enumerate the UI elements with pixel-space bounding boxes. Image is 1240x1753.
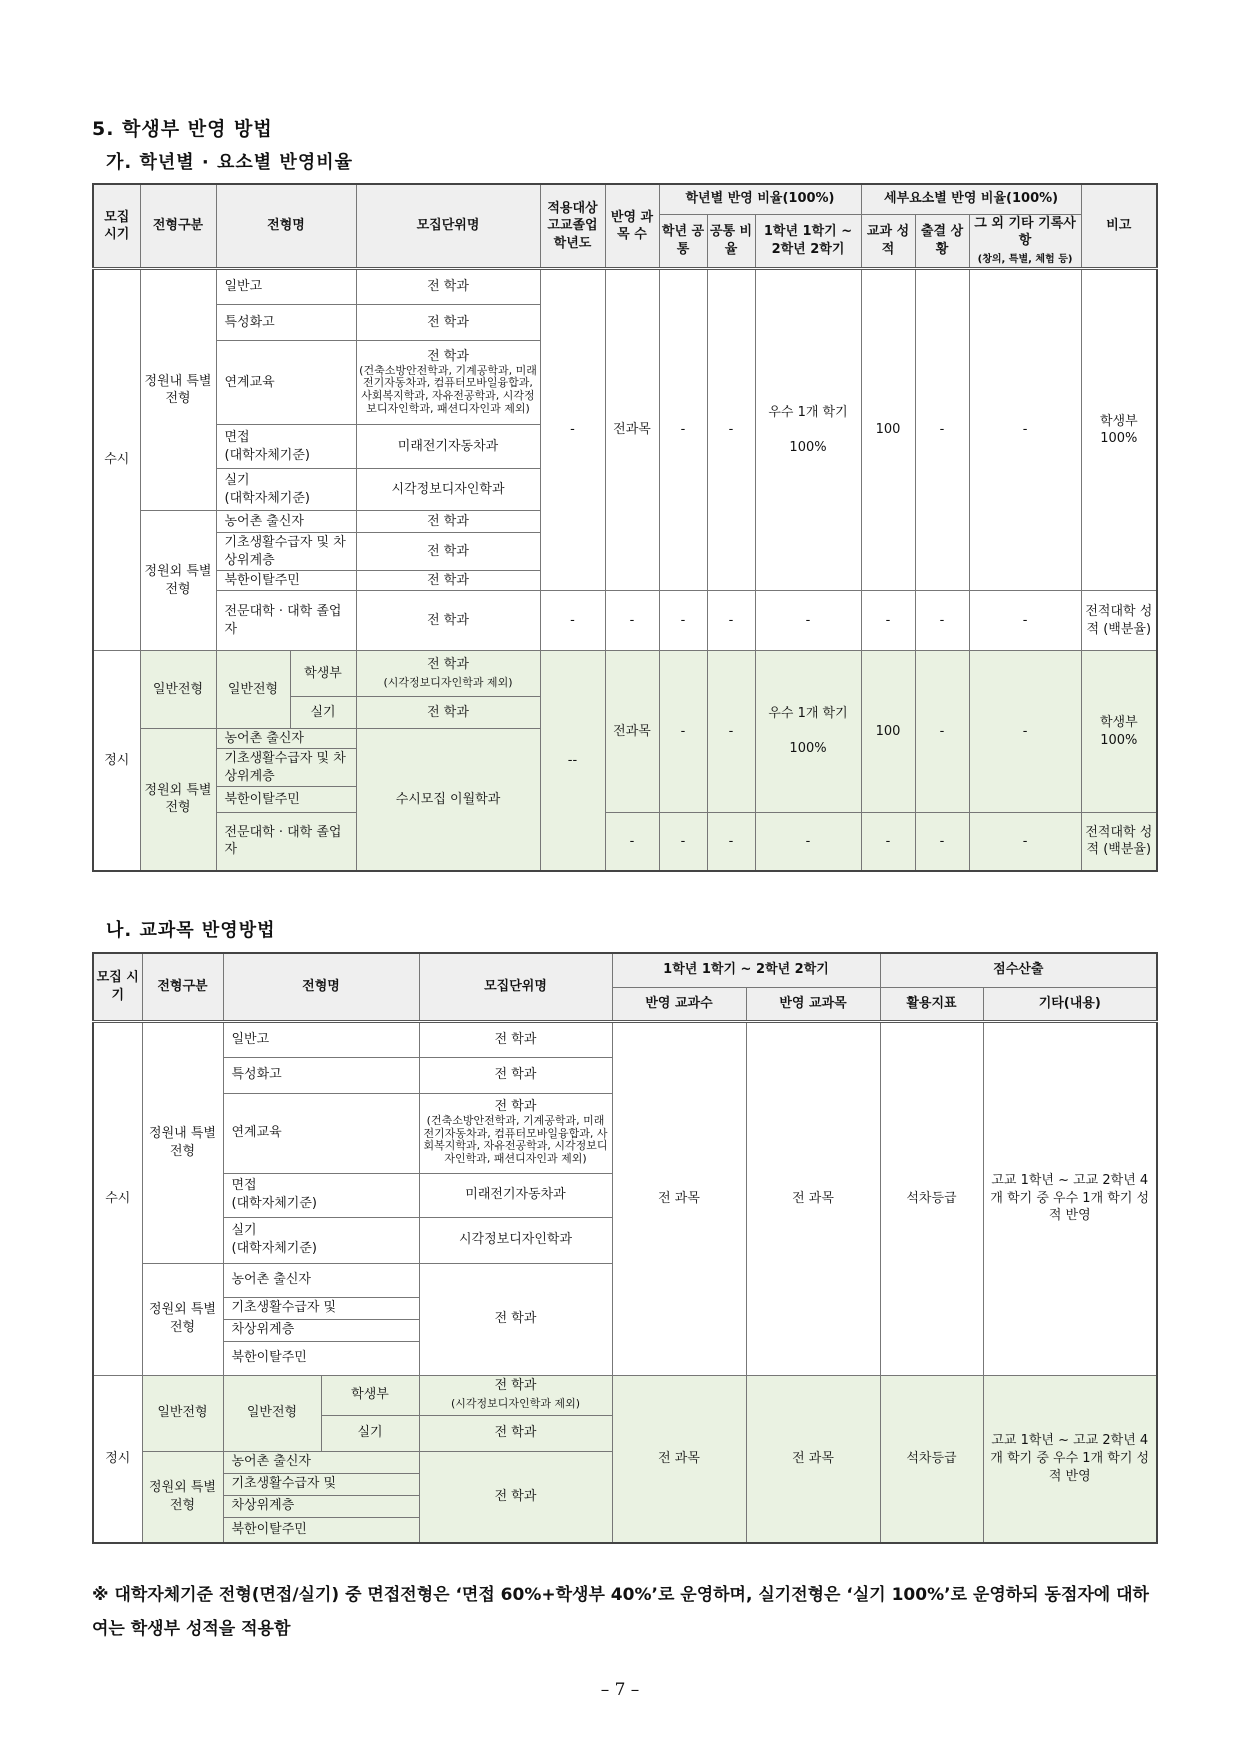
note-value: 학생부 100%	[1081, 651, 1157, 813]
unit-record	[356, 651, 540, 697]
type-out-quota: 정원외 특별전형	[142, 1451, 223, 1543]
row-basic: 기초생활수급자 및 차상위계층	[216, 749, 356, 787]
row-practical: 실기	[321, 1415, 419, 1451]
row-interview-sub: (대학자체기준)	[224, 447, 310, 463]
row-practical-label: 실기	[231, 1223, 257, 1239]
row-rural: 농어촌 출신자	[223, 1451, 419, 1473]
dash-cell: -	[707, 813, 755, 871]
type-out-quota: 정원외 특별전형	[140, 729, 216, 871]
row-interview-sub: (대학자체기준)	[231, 1196, 317, 1211]
row-nk: 북한이탈주민	[223, 1517, 419, 1543]
row-special: 특성화고	[216, 305, 356, 341]
unit-cell: 전 학과	[419, 1415, 612, 1451]
unit-cell: 전 학과	[356, 269, 540, 305]
dash-cell: -	[605, 591, 659, 651]
period-susi: 수시	[93, 1021, 142, 1375]
row-record: 학생부	[321, 1375, 419, 1415]
header-other-label: 그 외 기타 기록사항	[974, 215, 1076, 249]
row-record: 학생부	[290, 651, 356, 697]
header-grade-common: 학년 공통	[659, 214, 707, 269]
subject-score-value: 100	[861, 269, 915, 591]
unit-record	[419, 1375, 612, 1415]
term-value	[755, 269, 861, 591]
grade-common-value: -	[659, 651, 707, 813]
header-etc: 기타(내용)	[983, 987, 1157, 1021]
term-percent: 100%	[789, 741, 827, 757]
type-out-quota: 정원외 특별전형	[142, 1263, 223, 1375]
common-ratio-value: -	[707, 269, 755, 591]
other-value: -	[969, 651, 1081, 813]
header-other-sub: (창의, 특별, 체험 등)	[977, 253, 1073, 265]
unit-cell: 전 학과	[356, 533, 540, 571]
term-percent: 100%	[789, 439, 827, 455]
subject-score-value: 100	[861, 651, 915, 813]
type-out-quota: 정원외 특별전형	[140, 511, 216, 651]
row-practical-sub: (대학자체기준)	[224, 490, 310, 506]
row-interview-label: 면접	[224, 430, 250, 446]
row-rural: 농어촌 출신자	[223, 1263, 419, 1297]
row-special: 특성화고	[223, 1057, 419, 1093]
unit-linked	[356, 341, 540, 425]
header-score: 점수산출	[880, 953, 1157, 987]
dash-cell: -	[755, 591, 861, 651]
term-value	[755, 651, 861, 813]
unit-vd: 시각정보디자인학과	[356, 469, 540, 511]
header-common-ratio: 공통 비율	[707, 214, 755, 269]
subject-count-value: 전과목	[605, 651, 659, 813]
row-college: 전문대학 · 대학 졸업자	[216, 813, 356, 871]
header-count: 반영 교과수	[612, 987, 746, 1021]
dash-cell: -	[659, 813, 707, 871]
term-best: 우수 1개 학기	[768, 404, 848, 420]
period-jeongsi: 정시	[93, 1375, 142, 1543]
target-year-value: --	[540, 651, 605, 871]
row-interview	[223, 1173, 419, 1217]
unit-cell: 전 학과	[419, 1263, 612, 1375]
row-linked: 연계교육	[223, 1093, 419, 1173]
unit-cell: 전 학과	[419, 1021, 612, 1057]
row-basic-1: 기초생활수급자 및	[223, 1473, 419, 1495]
attendance-value: -	[915, 269, 969, 591]
subject-count-value: 전과목	[605, 269, 659, 591]
unit-ev: 미래전기자동차과	[356, 425, 540, 469]
header-index: 활용지표	[880, 987, 983, 1021]
type-general: 일반전형	[140, 651, 216, 729]
subject-table	[92, 952, 1158, 1544]
period-susi: 수시	[93, 269, 140, 651]
unit-linked	[419, 1093, 612, 1173]
etc-value: 고교 1학년 ~ 고교 2학년 4개 학기 중 우수 1개 학기 성적 반영	[983, 1021, 1157, 1375]
subjects-value: 전 과목	[746, 1021, 880, 1375]
row-rural: 농어촌 출신자	[216, 511, 356, 533]
unit-linked-main: 전 학과	[494, 1099, 537, 1115]
header-subjects: 반영 교과목	[746, 987, 880, 1021]
unit-cell: 전 학과	[356, 591, 540, 651]
unit-record-main: 전 학과	[427, 657, 469, 673]
grade-common-value: -	[659, 269, 707, 591]
term-best: 우수 1개 학기	[768, 706, 848, 722]
header-period: 모집 시기	[93, 184, 140, 269]
header-term: 1학년 1학기 ~ 2학년 2학기	[612, 953, 880, 987]
unit-linked-detail: (건축소방안전학과, 기계공학과, 미래전기자동차과, 컴퓨터모바일융합과, 사회복지학과, 자유전공학과, 시각정보디자인학과, 패션디자인과 제외)	[359, 363, 537, 415]
header-name: 전형명	[223, 953, 419, 1021]
row-rural: 농어촌 출신자	[216, 729, 356, 749]
dash-cell: -	[540, 591, 605, 651]
unit-record-main: 전 학과	[494, 1378, 537, 1394]
common-ratio-value: -	[707, 651, 755, 813]
row-general: 일반고	[216, 269, 356, 305]
dash-cell: -	[861, 591, 915, 651]
dash-cell: -	[755, 813, 861, 871]
etc-value: 고교 1학년 ~ 고교 2학년 4개 학기 중 우수 1개 학기 성적 반영	[983, 1375, 1157, 1543]
row-basic-1: 기초생활수급자 및	[223, 1297, 419, 1319]
header-type: 전형구분	[142, 953, 223, 1021]
unit-record-detail: (시각정보디자인학과 제외)	[451, 1397, 580, 1410]
dash-cell: -	[915, 591, 969, 651]
unit-cell: 전 학과	[356, 511, 540, 533]
ratio-table	[92, 183, 1158, 872]
row-practical-sub: (대학자체기준)	[231, 1241, 317, 1256]
unit-cell: 전 학과	[419, 1451, 612, 1543]
subsection-heading-ratio: 가. 학년별 · 요소별 반영비율	[106, 152, 354, 173]
row-college: 전문대학 · 대학 졸업자	[216, 591, 356, 651]
row-basic-2: 차상위계층	[223, 1319, 419, 1341]
unit-cell: 전 학과	[419, 1057, 612, 1093]
header-unit: 모집단위명	[419, 953, 612, 1021]
header-element-ratio: 세부요소별 반영 비율(100%)	[861, 184, 1081, 214]
footnote: ※ 대학자체기준 전형(면접/실기) 중 면접전형은 ‘면접 60%+학생부 40%’로 운영하며, 실기전형은 ‘실기 100%’로 운영하되 동점자에 대하여는 학생부 성적을 적용함	[92, 1585, 1149, 1639]
other-value: -	[969, 269, 1081, 591]
dash-cell: -	[969, 591, 1081, 651]
unit-carry: 수시모집 이월학과	[356, 729, 540, 871]
header-note: 비고	[1081, 184, 1157, 269]
dash-cell: -	[861, 813, 915, 871]
row-nk: 북한이탈주민	[223, 1341, 419, 1375]
header-subject-score: 교과 성적	[861, 214, 915, 269]
row-practical: 실기	[290, 697, 356, 729]
attendance-value: -	[915, 651, 969, 813]
page-number: – 7 –	[600, 1680, 640, 1700]
index-value: 석차등급	[880, 1375, 983, 1543]
row-basic: 기초생활수급자 및 차상위계층	[216, 533, 356, 571]
header-subject-count: 반영 과목 수	[605, 184, 659, 269]
dash-cell: -	[915, 813, 969, 871]
college-note: 전적대학 성적 (백분율)	[1081, 813, 1157, 871]
row-linked: 연계교육	[216, 341, 356, 425]
subsection-heading-subjects: 나. 교과목 반영방법	[106, 920, 276, 941]
header-name: 전형명	[216, 184, 356, 269]
dash-cell: -	[659, 591, 707, 651]
dash-cell: -	[605, 813, 659, 871]
unit-cell: 전 학과	[356, 697, 540, 729]
header-grade-ratio: 학년별 반영 비율(100%)	[659, 184, 861, 214]
row-general-type: 일반전형	[223, 1375, 321, 1451]
subjects-value: 전 과목	[746, 1375, 880, 1543]
unit-linked-main: 전 학과	[427, 348, 469, 364]
type-in-quota: 정원내 특별전형	[140, 269, 216, 511]
section-heading: 5. 학생부 반영 방법	[92, 118, 273, 140]
row-general: 일반고	[223, 1021, 419, 1057]
row-nk: 북한이탈주민	[216, 571, 356, 591]
header-period: 모집 시기	[93, 953, 142, 1021]
row-interview	[216, 425, 356, 469]
row-practical-label: 실기	[224, 473, 250, 489]
period-jeongsi: 정시	[93, 651, 140, 871]
unit-ev: 미래전기자동차과	[419, 1173, 612, 1217]
row-interview-label: 면접	[231, 1178, 257, 1194]
count-value: 전 과목	[612, 1021, 746, 1375]
target-year-value: -	[540, 269, 605, 591]
header-other	[969, 214, 1081, 269]
dash-cell: -	[969, 813, 1081, 871]
header-term: 1학년 1학기 ~ 2학년 2학기	[755, 214, 861, 269]
header-target-year: 적용대상 고교졸업 학년도	[540, 184, 605, 269]
index-value: 석차등급	[880, 1021, 983, 1375]
row-practical	[216, 469, 356, 511]
unit-record-detail: (시각정보디자인학과 제외)	[383, 675, 513, 689]
header-unit: 모집단위명	[356, 184, 540, 269]
row-basic-2: 차상위계층	[223, 1495, 419, 1517]
unit-cell: 전 학과	[356, 305, 540, 341]
header-type: 전형구분	[140, 184, 216, 269]
unit-linked-detail: (건축소방안전학과, 기계공학과, 미래전기자동차과, 컴퓨터모바일융합과, 사회복지학과, 자유전공학과, 시각정보디자인학과, 패션디자인과 제외)	[423, 1114, 608, 1166]
header-attendance: 출결 상황	[915, 214, 969, 269]
unit-cell: 전 학과	[356, 571, 540, 591]
row-practical	[223, 1217, 419, 1263]
type-in-quota: 정원내 특별전형	[142, 1021, 223, 1263]
college-note: 전적대학 성적 (백분율)	[1081, 591, 1157, 651]
count-value: 전 과목	[612, 1375, 746, 1543]
note-value: 학생부 100%	[1081, 269, 1157, 591]
row-nk: 북한이탈주민	[216, 787, 356, 813]
row-general-type: 일반전형	[216, 651, 290, 729]
dash-cell: -	[707, 591, 755, 651]
unit-vd: 시각정보디자인학과	[419, 1217, 612, 1263]
type-general: 일반전형	[142, 1375, 223, 1451]
